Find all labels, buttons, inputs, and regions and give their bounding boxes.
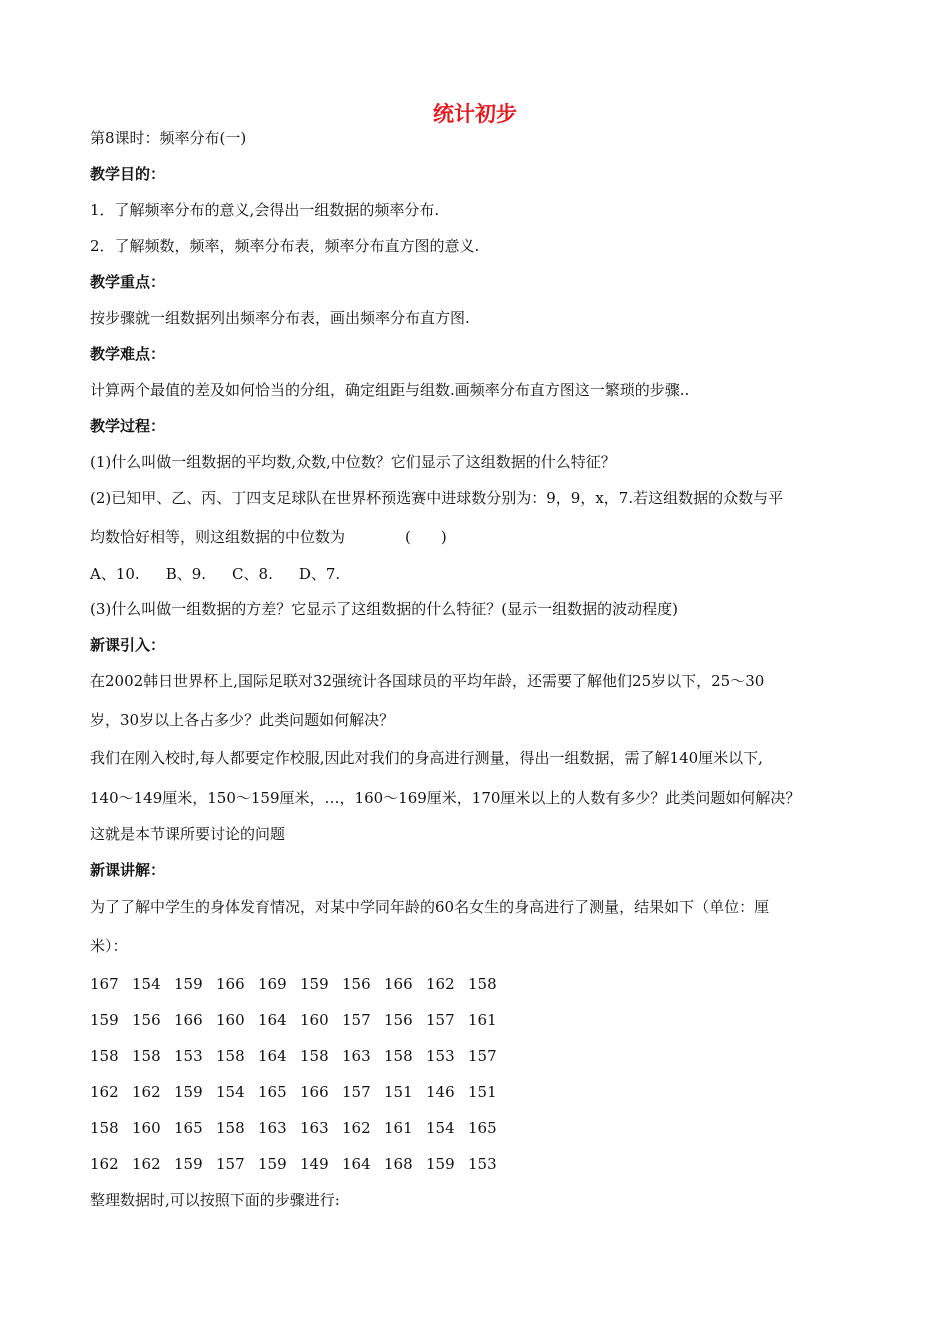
data-cell: 158 [132,1047,161,1065]
data-cell: 154 [426,1119,455,1137]
data-cell: 165 [258,1083,287,1101]
data-cell: 156 [342,975,371,993]
intro-heading: 新课引入： [90,636,166,654]
data-cell: 154 [132,975,161,993]
key-points-heading: 教学重点： [90,273,166,291]
lecture-closing: 整理数据时,可以按照下面的步骤进行: [90,1191,340,1209]
data-cell: 156 [132,1011,161,1029]
data-cell: 162 [426,975,455,993]
data-cell: 166 [174,1011,203,1029]
data-cell: 162 [132,1155,161,1173]
objective-item: 2．了解频数，频率，频率分布表，频率分布直方图的意义. [90,237,480,255]
data-cell: 153 [174,1047,203,1065]
data-cell: 159 [174,1083,203,1101]
data-cell: 151 [468,1083,497,1101]
data-cell: 153 [426,1047,455,1065]
option-b: B、9. [165,565,207,583]
data-cell: 164 [258,1011,287,1029]
data-cell: 159 [90,1011,119,1029]
data-cell: 162 [90,1155,119,1173]
data-cell: 160 [132,1119,161,1137]
data-cell: 162 [132,1083,161,1101]
data-cell: 165 [468,1119,497,1137]
data-cell: 157 [216,1155,245,1173]
data-cell: 146 [426,1083,455,1101]
question-2-line-1: (2)已知甲、乙、丙、丁四支足球队在世界杯预选赛中进球数分别为：9，9，x，7.若这组数据的众数与平 [90,489,784,507]
data-cell: 165 [174,1119,203,1137]
intro-paragraph-2-line-2: 140～149厘米，150～159厘米，…，160～169厘米，170厘米以上的人数有多少？此类问题如何解决？ [90,789,801,807]
data-cell: 166 [300,1083,329,1101]
data-cell: 159 [258,1155,287,1173]
page-title: 统计初步 [433,102,517,126]
data-cell: 161 [468,1011,497,1029]
intro-paragraph-3: 这就是本节课所要讨论的问题 [90,825,286,843]
intro-paragraph-2-line-1: 我们在刚入校时,每人都要定作校服,因此对我们的身高进行测量，得出一组数据，需了解140厘米以下, [90,749,763,767]
data-cell: 166 [384,975,413,993]
data-cell: 159 [174,1155,203,1173]
lecture-paragraph-line-1: 为了了解中学生的身体发育情况，对某中学同年龄的60名女生的身高进行了测量，结果如下（单位：厘 [90,898,770,916]
data-cell: 158 [384,1047,413,1065]
data-cell: 153 [468,1155,497,1173]
data-cell: 158 [300,1047,329,1065]
data-cell: 169 [258,975,287,993]
data-cell: 161 [384,1119,413,1137]
data-cell: 158 [90,1119,119,1137]
data-cell: 158 [90,1047,119,1065]
intro-paragraph-1-line-2: 岁，30岁以上各占多少？此类问题如何解决？ [90,711,395,729]
option-a: A、10. [90,565,140,583]
data-cell: 164 [258,1047,287,1065]
question-1: (1)什么叫做一组数据的平均数,众数,中位数？它们显示了这组数据的什么特征？ [90,453,616,471]
data-cell: 151 [384,1083,413,1101]
key-points-text: 按步骤就一组数据列出频率分布表，画出频率分布直方图. [90,309,470,327]
data-cell: 158 [216,1047,245,1065]
process-heading: 教学过程： [90,417,166,435]
lesson-subtitle: 第8课时：频率分布(一) [90,129,247,147]
objectives-heading: 教学目的： [90,165,166,183]
data-cell: 157 [468,1047,497,1065]
data-cell: 167 [90,975,119,993]
data-cell: 154 [216,1083,245,1101]
data-cell: 149 [300,1155,329,1173]
option-d: D、7. [298,565,341,583]
data-cell: 158 [468,975,497,993]
data-cell: 160 [300,1011,329,1029]
data-cell: 160 [216,1011,245,1029]
data-cell: 162 [90,1083,119,1101]
data-cell: 163 [258,1119,287,1137]
intro-paragraph-1-line-1: 在2002韩日世界杯上,国际足联对32强统计各国球员的平均年龄，还需要了解他们25岁以下，25～30 [90,672,765,690]
question-2-line-2 [90,527,447,547]
objective-item: 1．了解频率分布的意义,会得出一组数据的频率分布. [90,201,440,219]
lecture-heading: 新课讲解： [90,861,166,879]
difficulties-text: 计算两个最值的差及如何恰当的分组，确定组距与组数.画频率分布直方图这一繁琐的步骤.. [90,381,690,399]
answer-options [90,564,366,584]
data-cell: 163 [300,1119,329,1137]
data-cell: 166 [216,975,245,993]
data-cell: 163 [342,1047,371,1065]
data-cell: 164 [342,1155,371,1173]
data-cell: 157 [342,1083,371,1101]
data-cell: 156 [384,1011,413,1029]
data-cell: 157 [426,1011,455,1029]
data-cell: 159 [300,975,329,993]
data-cell: 162 [342,1119,371,1137]
data-cell: 168 [384,1155,413,1173]
data-cell: 158 [216,1119,245,1137]
data-cell: 157 [342,1011,371,1029]
data-cell: 159 [426,1155,455,1173]
option-c: C、8. [232,565,273,583]
lecture-paragraph-line-2: 米）： [90,937,128,955]
question-2-text: 均数恰好相等，则这组数据的中位数为 [90,528,346,546]
answer-blank: ( ) [405,528,447,546]
question-3: (3)什么叫做一组数据的方差？它显示了这组数据的什么特征？(显示一组数据的波动程度) [90,600,678,618]
difficulties-heading: 教学难点： [90,345,166,363]
data-cell: 159 [174,975,203,993]
